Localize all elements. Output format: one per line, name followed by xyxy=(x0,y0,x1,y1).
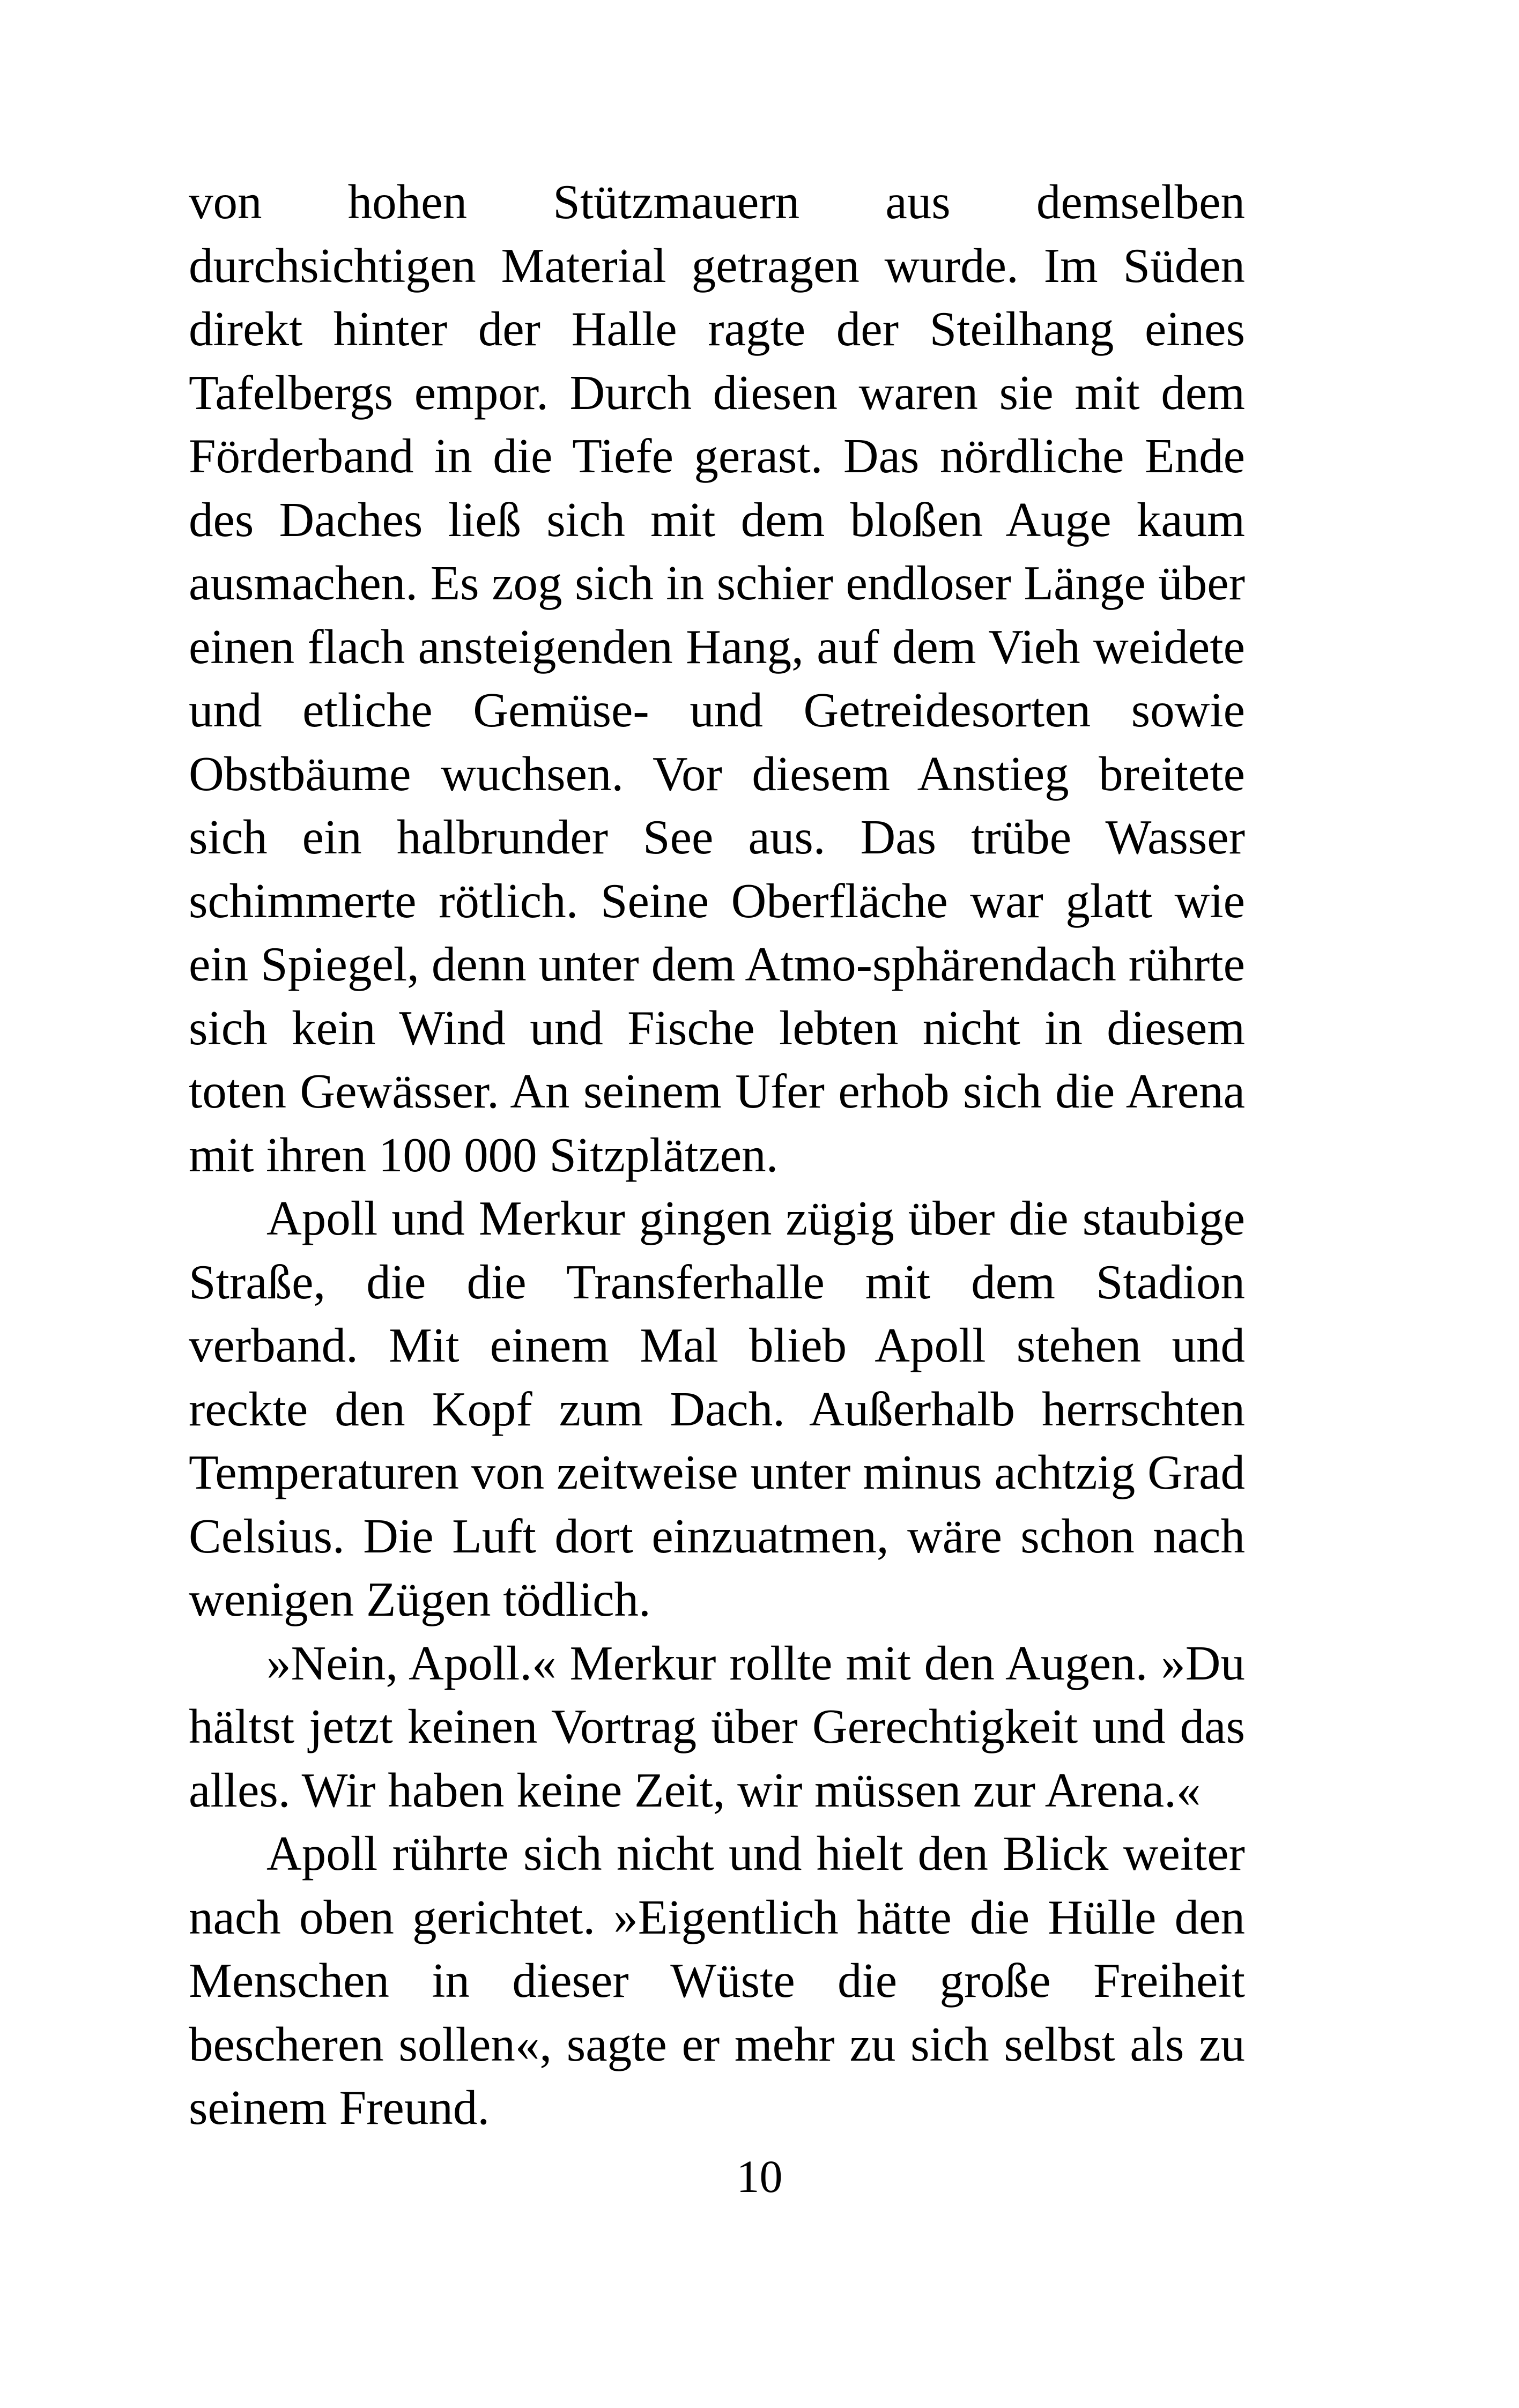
page-number: 10 xyxy=(736,2151,783,2202)
paragraph: Apoll rührte sich nicht und hielt den Blick weiter nach oben gerichtet. »Eigentlich hätte die Hülle den Menschen in dieser Wüste die große Freiheit bescheren sollen«, sagte er mehr zu sich selbst als zu seinem Freund. xyxy=(189,1826,1245,2135)
paragraph: Apoll und Merkur gingen zügig über die staubige Straße, die die Transferhalle mit dem Stadion verband. Mit einem Mal blieb Apoll stehen und reckte den Kopf zum Dach. Außerhalb herrschten Temperaturen von zeitweise unter minus achtzig Grad Celsius. Die Luft dort einzuatmen, wäre schon nach wenigen Zügen tödlich. xyxy=(189,1191,1245,1626)
paragraph: von hohen Stützmauern aus demselben durchsichtigen Material getragen wurde. Im Süden direkt hinter der Halle ragte der Steilhang eines Tafelbergs empor. Durch diesen waren sie mit dem Förderband in die Tiefe gerast. Das nördliche Ende des Daches ließ sich mit dem bloßen Auge kaum ausmachen. Es zog sich in schier endloser Länge über einen flach ansteigenden Hang, auf dem Vieh weidete und etliche Gemüse- und Getreidesorten sowie Obstbäume wuchsen. Vor diesem Anstieg breitete sich ein halbrunder See aus. Das trübe Wasser schimmerte rötlich. Seine Oberfläche war glatt wie ein Spiegel, denn unter dem Atmo-sphärendach rührte sich kein Wind und Fische lebten nicht in diesem toten Gewässer. An seinem Ufer erhob sich die Arena mit ihren 100 000 Sitzplätzen. xyxy=(189,175,1245,1182)
body-text xyxy=(189,170,1245,2140)
paragraph: »Nein, Apoll.« Merkur rollte mit den Augen. »Du hältst jetzt keinen Vortrag über Gerechtigkeit und das alles. Wir haben keine Zeit, wir müssen zur Arena.« xyxy=(189,1636,1245,1817)
